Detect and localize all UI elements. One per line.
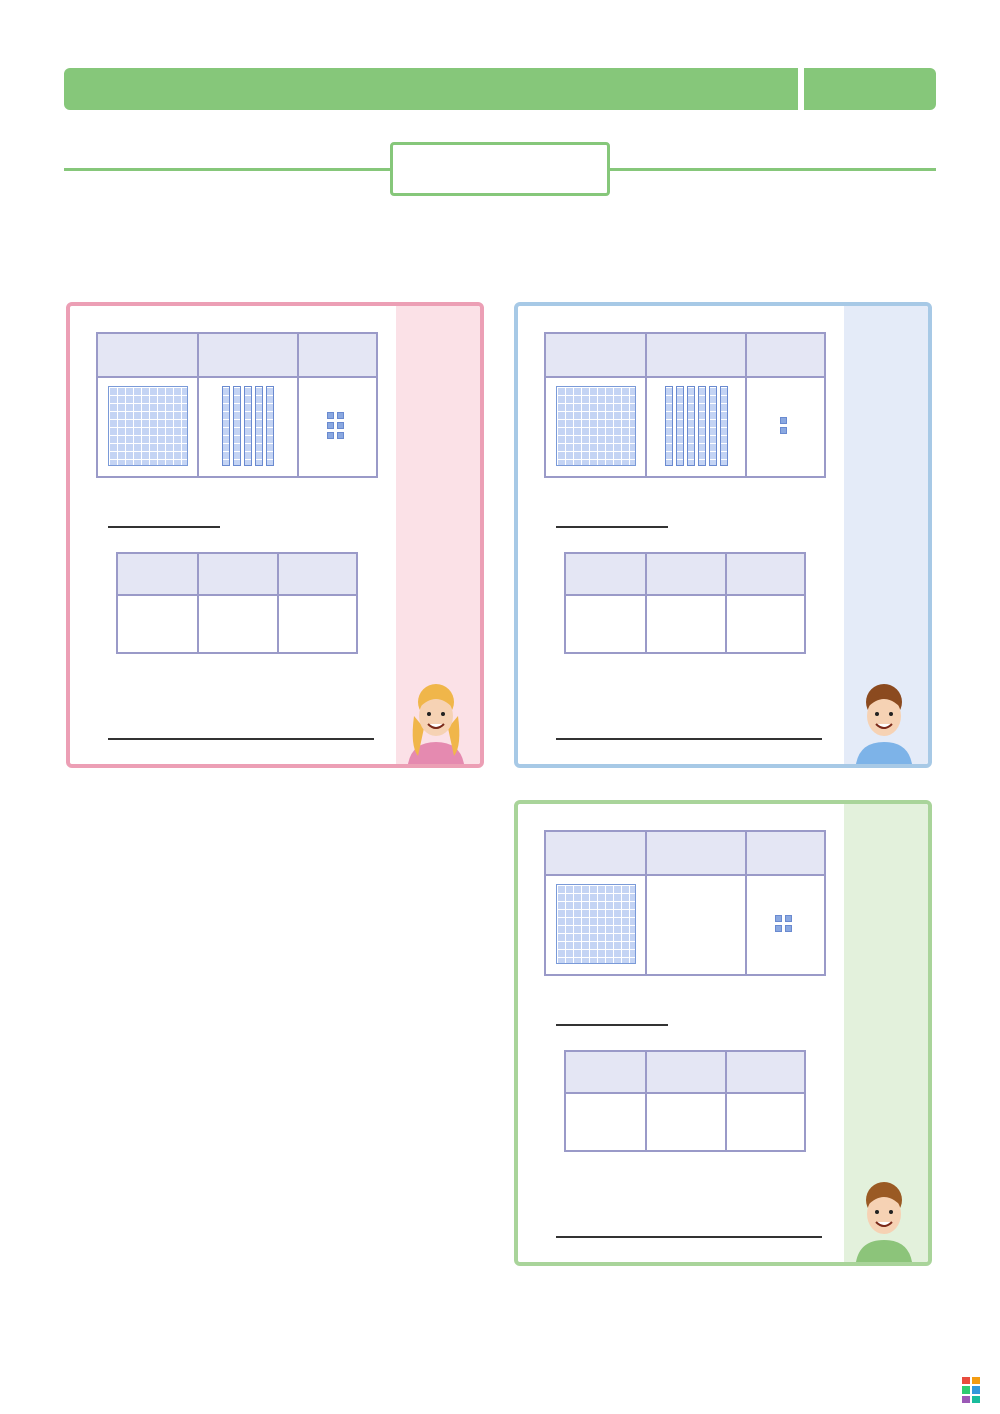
header-hundreds [118,554,196,596]
column-divider [745,832,747,974]
column-divider [725,554,727,652]
ten-rod-block [709,386,717,466]
hundred-flat-block [556,386,636,466]
ten-rod-block [266,386,274,466]
card-top-right [514,302,932,768]
place-value-answer-table [564,552,806,654]
header-units [746,832,824,876]
section-subtitle [390,142,610,196]
ten-rod-block [244,386,252,466]
column-divider [197,554,199,652]
header-tens [646,832,746,876]
boy-brown-hair-illustration [852,676,916,764]
table-header-row [546,832,824,876]
place-value-answer-table [116,552,358,654]
header-hundreds [546,832,646,876]
header-units [726,554,804,596]
unit-cube-block [327,432,334,439]
answer-cell-tens[interactable] [646,598,724,652]
number-in-digits-blank[interactable] [108,526,220,528]
header-units [278,554,356,596]
header-units [746,334,824,378]
column-divider [645,334,647,476]
place-value-blocks-table [544,332,826,478]
header-hundreds [566,554,644,596]
unit-cube-block [327,412,334,419]
boy-green-shirt-illustration [852,1174,916,1262]
number-in-words-blank[interactable] [108,738,374,740]
column-divider [277,554,279,652]
header-tens [198,554,276,596]
column-divider [297,334,299,476]
header-hundreds [546,334,646,378]
topic-label [804,68,936,110]
table-header-row [546,334,824,378]
card-bottom-right [514,800,932,1266]
topic-header [64,68,936,110]
column-divider [645,1052,647,1150]
header-hundreds [98,334,198,378]
table-header-row [566,1052,804,1094]
place-value-blocks-table [544,830,826,976]
brand-mark-icon [962,1377,980,1403]
column-divider [645,554,647,652]
unit-cube-block [775,925,782,932]
number-in-digits-blank[interactable] [556,526,668,528]
header-hundreds [566,1052,644,1094]
answer-cell-units[interactable] [726,598,804,652]
answer-cell-hundreds[interactable] [566,598,644,652]
answer-cell-units[interactable] [278,598,356,652]
unit-cube-block [337,422,344,429]
card-top-left [66,302,484,768]
number-in-digits-blank[interactable] [556,1024,668,1026]
hundred-flat-block [556,884,636,964]
unit-cube-block [775,915,782,922]
ten-rod-block [720,386,728,466]
girl-blonde-illustration [404,676,468,764]
header-tens [646,554,724,596]
question-1 [236,236,936,261]
unit-cube-block [337,412,344,419]
ten-rod-block [698,386,706,466]
ten-rod-block [676,386,684,466]
number-in-words-blank[interactable] [556,1236,822,1238]
column-divider [645,832,647,974]
header-tens [646,1052,724,1094]
place-value-blocks-table [96,332,378,478]
column-divider [725,1052,727,1150]
topic-title [64,68,798,110]
liveworksheets-logo[interactable] [962,1374,986,1406]
answer-cell-tens[interactable] [646,1096,724,1150]
column-divider [745,334,747,476]
table-header-row [98,334,376,378]
unit-cube-block [785,925,792,932]
unit-cube-block [780,417,787,424]
ten-rod-block [687,386,695,466]
header-tens [646,334,746,378]
ten-rod-block [255,386,263,466]
table-header-row [566,554,804,596]
answer-cell-hundreds[interactable] [118,598,196,652]
unit-cube-block [785,915,792,922]
unit-cube-block [327,422,334,429]
ten-rod-block [665,386,673,466]
column-divider [197,334,199,476]
ten-rod-block [233,386,241,466]
table-header-row [118,554,356,596]
header-tens [198,334,298,378]
header-units [726,1052,804,1094]
number-in-words-blank[interactable] [556,738,822,740]
hundred-flat-block [108,386,188,466]
header-units [298,334,376,378]
ten-rod-block [222,386,230,466]
unit-cube-block [780,427,787,434]
answer-cell-units[interactable] [726,1096,804,1150]
unit-cube-block [337,432,344,439]
answer-cell-hundreds[interactable] [566,1096,644,1150]
place-value-answer-table [564,1050,806,1152]
answer-cell-tens[interactable] [198,598,276,652]
